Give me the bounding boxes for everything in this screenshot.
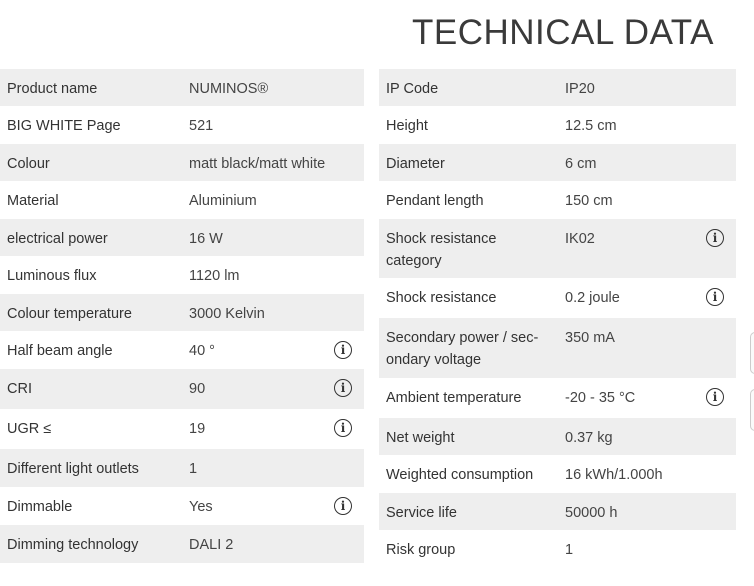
row-value: 1120 lm [189,268,240,284]
row-label: Shock resistance [386,290,497,306]
row-label: IP Code [386,81,439,97]
row-label: Net weight [386,430,455,446]
row-label: Product name [7,81,98,97]
info-icon[interactable]: i [334,341,352,359]
table-row [0,487,364,525]
table-row [379,318,736,378]
table-row [379,493,736,530]
row-label: Pendant length [386,193,484,209]
table-row [0,69,364,106]
table-row [379,530,736,568]
info-icon[interactable]: i [706,388,724,406]
side-tab[interactable] [750,389,754,431]
table-row [379,181,736,219]
row-value: 150 cm [565,193,613,209]
row-label: Colour [7,156,50,172]
row-label: Service life [386,505,457,521]
row-label: Colour temperature [7,306,132,322]
info-icon[interactable]: i [706,229,724,247]
table-row [0,369,364,409]
row-label: Luminous flux [7,268,97,284]
table-row [0,181,364,219]
row-label: electrical power [7,231,108,247]
row-value: -20 - 35 °C [565,390,636,406]
info-icon[interactable]: i [334,419,352,437]
table-row [0,409,364,449]
table-row [0,331,364,369]
row-value: NUMINOS® [189,81,269,97]
row-value: 40 ° [189,343,215,359]
row-label: Height [386,118,428,134]
row-value: 0.37 kg [565,430,613,446]
row-value: 90 [189,381,206,397]
row-value: matt black/matt white [189,156,326,172]
table-row [379,106,736,144]
technical-data-table-left [0,69,364,563]
row-label: Secondary power / sec-ondary voltage [386,330,539,368]
technical-data-table-right [379,69,736,568]
row-value: 16 kWh/1.000h [565,467,663,483]
info-icon[interactable]: i [334,497,352,515]
table-row [379,144,736,181]
row-value: 16 W [189,231,223,247]
table-row [0,106,364,144]
row-label: Risk group [386,542,456,558]
row-label: BIG WHITE Page [7,118,121,134]
row-label: Diameter [386,156,445,172]
row-value: 50000 h [565,505,618,521]
table-row [0,449,364,487]
row-label: Shock resistance category [386,231,497,269]
row-value: IK02 [565,231,595,247]
row-value: 521 [189,118,214,134]
row-value: 0.2 joule [565,290,620,306]
info-icon[interactable]: i [334,379,352,397]
table-row [379,378,736,418]
row-label: Material [7,193,59,209]
row-value: IP20 [565,81,595,97]
side-tab[interactable] [750,332,754,374]
row-value: 12.5 cm [565,118,617,134]
table-row [379,418,736,455]
row-value: Yes [189,499,213,515]
row-value: 19 [189,421,206,437]
table-row [0,219,364,256]
row-label: Half beam angle [7,343,113,359]
row-label: Weighted consumption [386,467,534,483]
info-icon[interactable]: i [706,288,724,306]
row-label: Dimmable [7,499,73,515]
table-row [379,278,736,318]
table-row [0,256,364,294]
row-label: Dimming technology [7,537,139,553]
table-row [0,525,364,563]
table-row [379,455,736,493]
row-value: 1 [565,542,574,558]
row-value: 350 mA [565,330,615,346]
row-value: 3000 Kelvin [189,306,265,322]
row-value: DALI 2 [189,537,234,553]
table-row [379,69,736,106]
row-label: CRI [7,381,32,397]
row-value: 6 cm [565,156,597,172]
row-label: UGR ≤ [7,421,52,437]
table-row [0,294,364,331]
row-value: 1 [189,461,198,477]
table-row [379,219,736,278]
row-label: Different light outlets [7,461,139,477]
row-value: Aluminium [189,193,257,209]
page-title: TECHNICAL DATA [412,13,714,52]
table-row [0,144,364,181]
row-label: Ambient temperature [386,390,522,406]
